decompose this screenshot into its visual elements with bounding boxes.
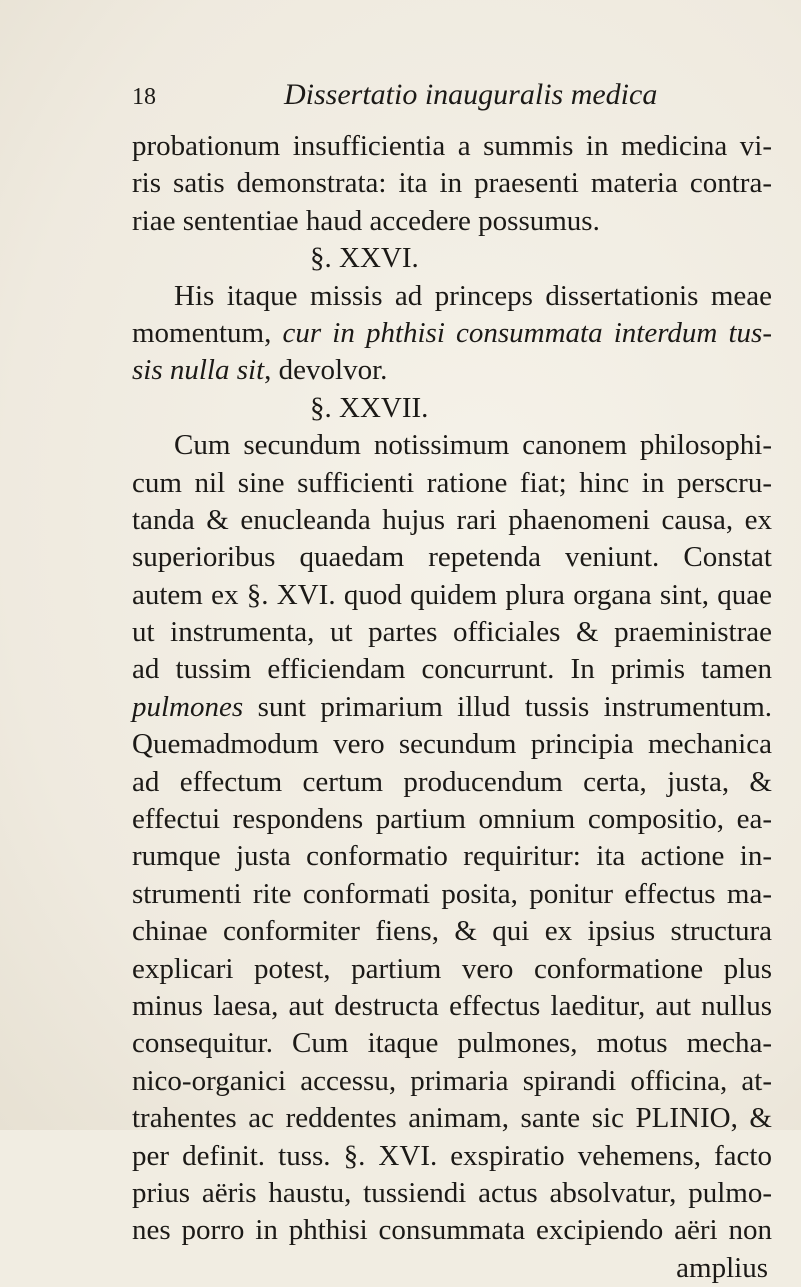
- text-line: probationum insufficientia a summis in medicina vi-: [132, 130, 772, 162]
- italic-word: pulmones: [132, 690, 244, 723]
- section-heading: §. XXVII.: [310, 391, 429, 424]
- text-line: nico-organici accessu, primaria spirandi officina, at-: [132, 1064, 772, 1097]
- text-line: Quemadmodum vero secundum principia mechanica: [132, 728, 772, 761]
- text-line: ut instrumenta, ut partes officiales & praeministrae: [132, 616, 772, 649]
- italic-phrase: cur in phthisi consummata interdum tus-: [282, 316, 772, 349]
- text-run: sunt primarium illud tussis instrumentum.: [243, 690, 772, 723]
- page-number: 18: [132, 84, 156, 110]
- catchword: amplius: [676, 1251, 768, 1284]
- text-line: consequitur. Cum itaque pulmones, motus mecha-: [132, 1027, 772, 1060]
- body-text: [132, 128, 772, 1287]
- text-line: [132, 315, 772, 352]
- text-line: ris satis demonstrata: ita in praesenti materia contra-: [132, 167, 772, 200]
- text-line: rumque justa conformatio requiritur: ita actione in-: [132, 840, 772, 873]
- text-line: per definit. tuss. §. XVI. exspiratio vehemens, facto: [132, 1139, 772, 1172]
- text-line: [132, 352, 772, 389]
- text-line: prius aëris haustu, tussiendi actus absolvatur, pulmo-: [132, 1176, 772, 1209]
- italic-phrase: sis nulla sit: [132, 354, 265, 387]
- text-line: [132, 689, 772, 726]
- text-line: tanda & enucleanda hujus rari phaenomeni causa, ex: [132, 503, 772, 536]
- page-header: [132, 70, 692, 118]
- text-line: riae sententiae haud accedere possumus.: [132, 204, 600, 237]
- text-line: cum nil sine sufficienti ratione fiat; hinc in perscru-: [132, 466, 772, 499]
- text-line: trahentes ac reddentes animam, sante sic PLINIO, &: [132, 1102, 772, 1135]
- text-line: strumenti rite conformati posita, ponitur effectus ma-: [132, 877, 772, 910]
- text-line: effectui respondens partium omnium compositio, ea-: [132, 803, 772, 836]
- text-line: ad effectum certum producendum certa, justa, &: [132, 765, 772, 798]
- text-line: Cum secundum notissimum canonem philosophi-: [174, 429, 772, 462]
- text-line: autem ex §. XVI. quod quidem plura organa sint, quae: [132, 578, 772, 611]
- text-line: His itaque missis ad princeps dissertationis meae: [174, 279, 772, 312]
- text-line: nes porro in phthisi consummata excipiendo aëri non: [132, 1214, 772, 1247]
- text-run: momentum,: [132, 316, 283, 349]
- text-run: , devolvor.: [264, 354, 388, 387]
- running-title: Dissertatio inauguralis medica: [284, 78, 658, 111]
- text-line: chinae conformiter fiens, & qui ex ipsius structura: [132, 915, 772, 948]
- text-line: explicari potest, partium vero conformatione plus: [132, 952, 772, 985]
- text-line: minus laesa, aut destructa effectus laeditur, aut nullus: [132, 989, 772, 1022]
- section-heading: §. XXVI.: [310, 242, 419, 275]
- text-line: superioribus quaedam repetenda veniunt. Constat: [132, 541, 772, 574]
- text-line: ad tussim efficiendam concurrunt. In primis tamen: [132, 653, 772, 686]
